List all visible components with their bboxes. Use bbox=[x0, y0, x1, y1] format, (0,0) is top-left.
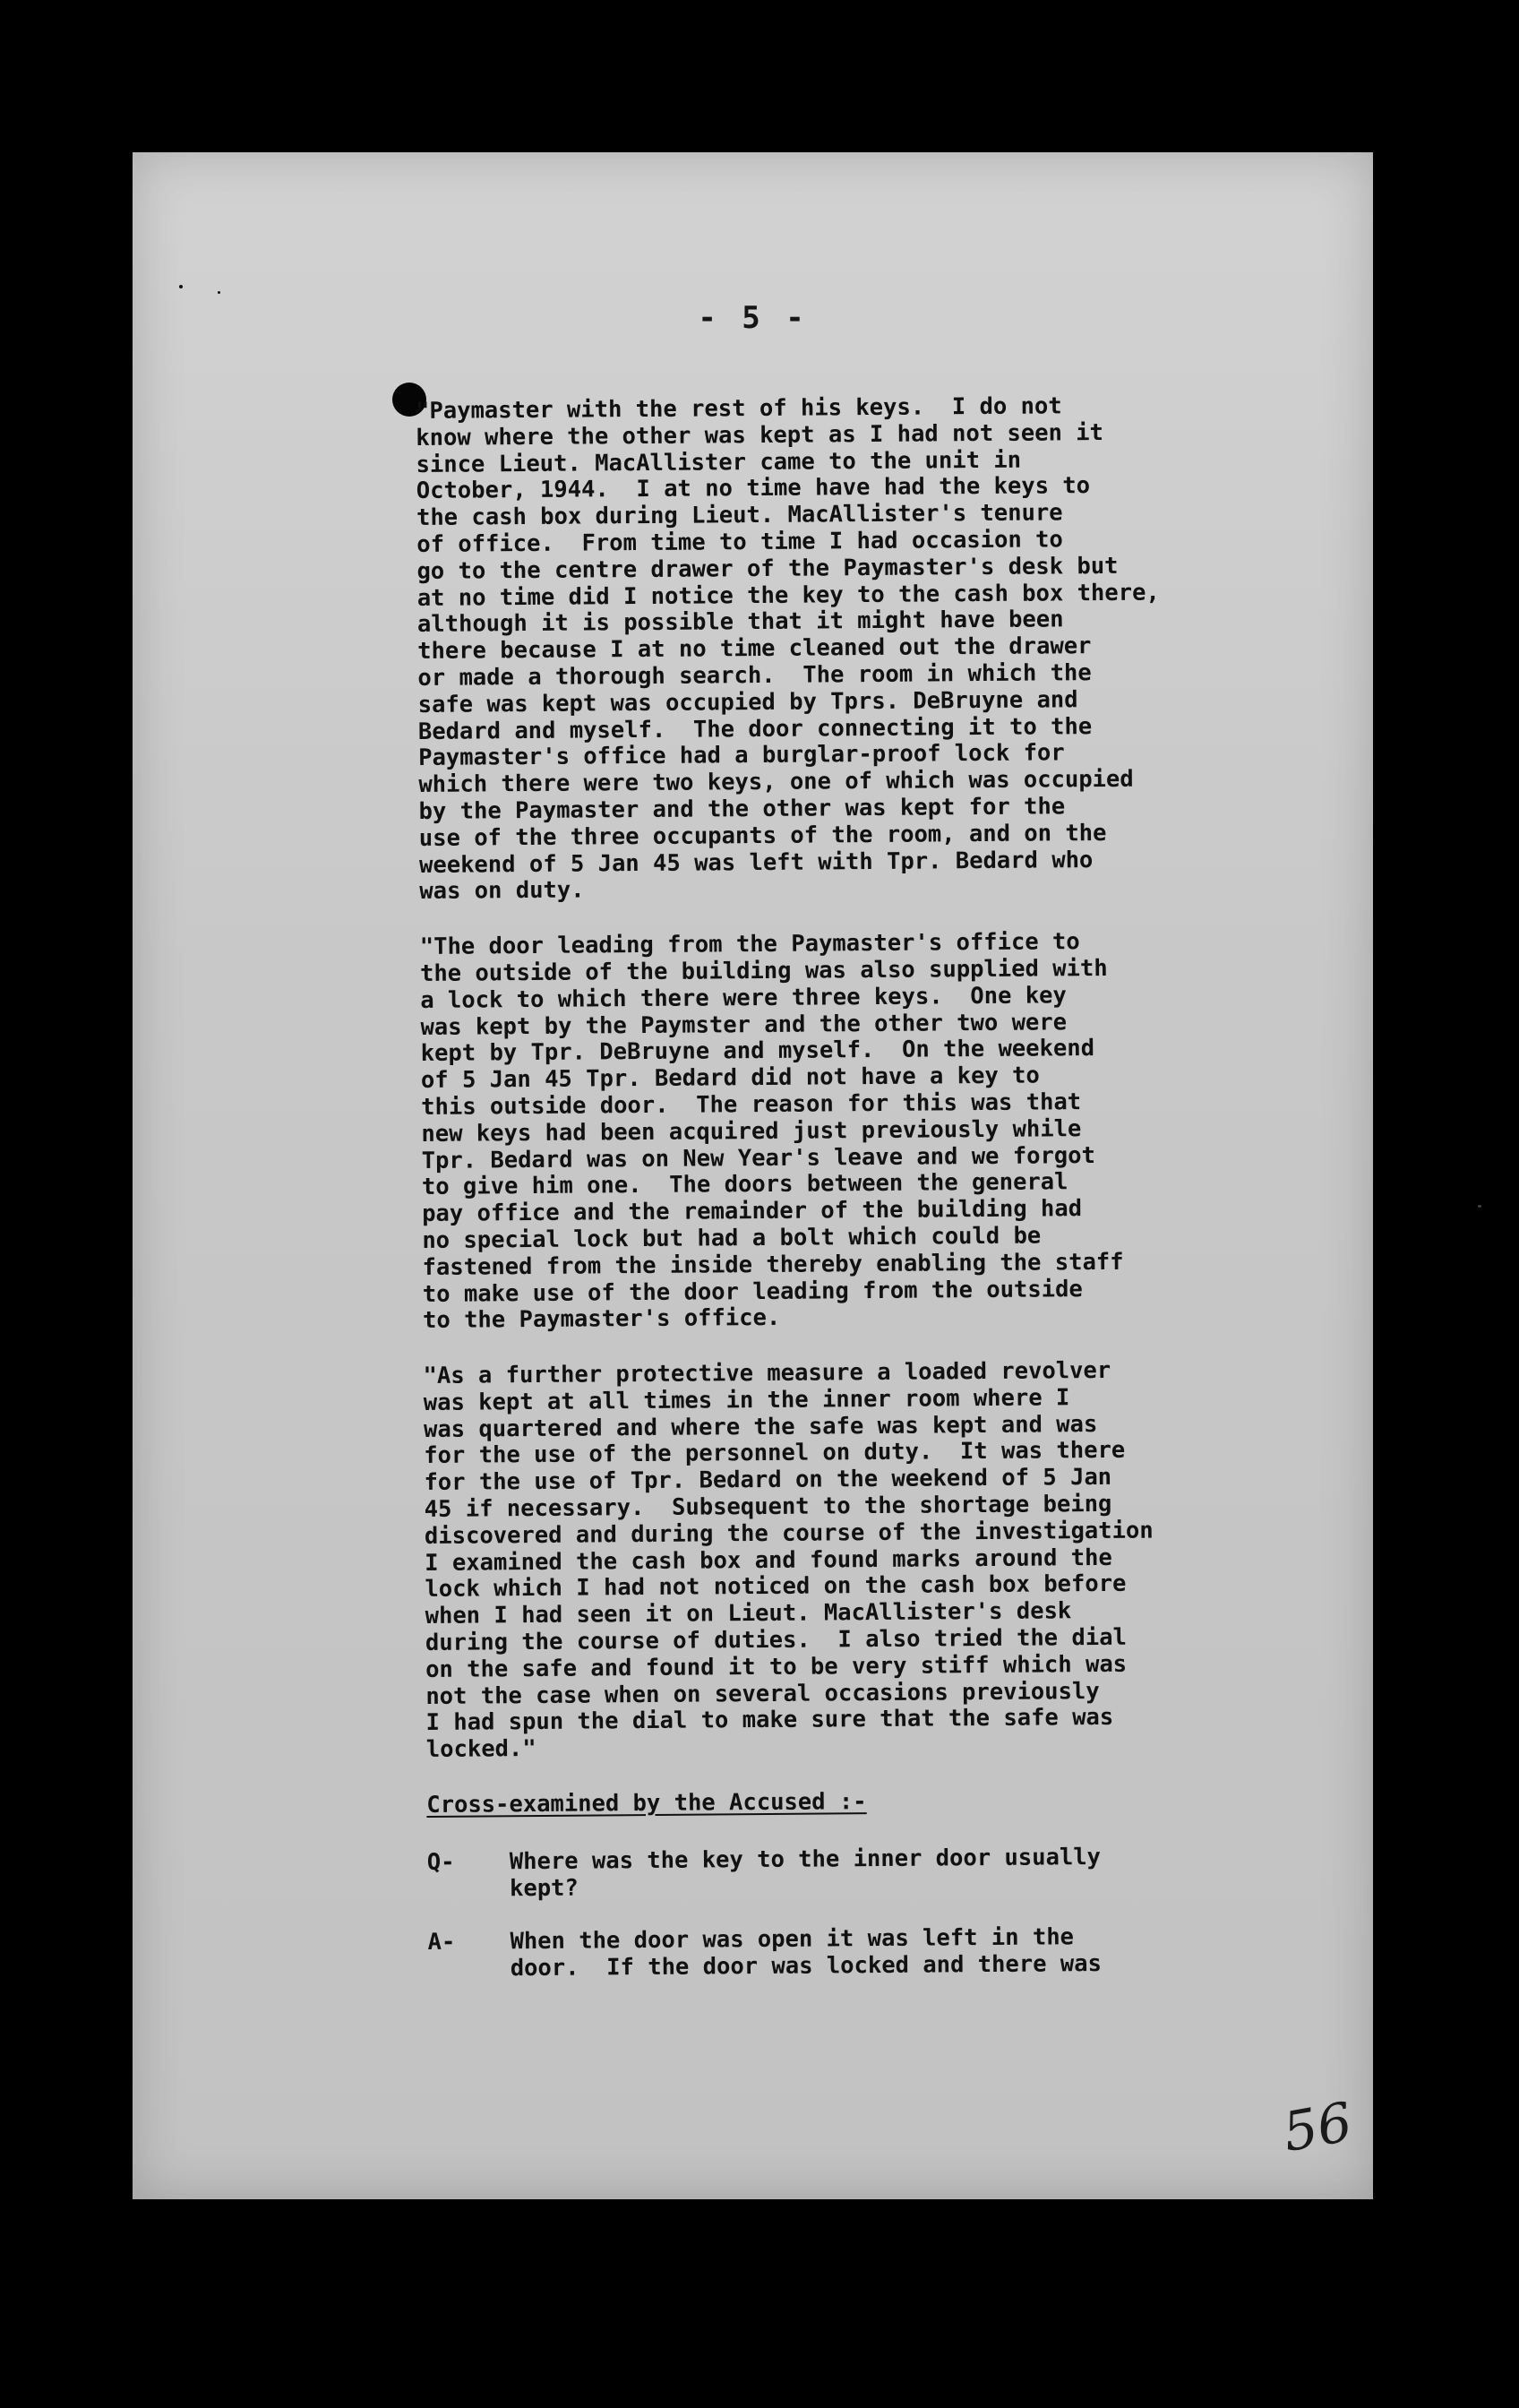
paper-speck bbox=[218, 291, 220, 294]
answer-text: When the door was open it was left in the door. If the door was locked and there was bbox=[510, 1923, 1103, 1982]
scan-speck bbox=[1478, 1205, 1481, 1208]
testimony-paragraph: "The door leading from the Paymaster's office to the outside of the building was also supplied with a lock to which there were three keys. One key was kept by the Paymster and the other two were kept by Tpr. DeBruyne and myself. On the weekend of 5 Jan 45 Tpr. Bedard did not have a key to this outside door. The reason for this was that new keys had been acquired just previously while Tpr. Bedard was on New Year's leave and we forgot to give him one. The doors between the general pay office and the remainder of the building had no special lock but had a bolt which could be fastened from the inside thereby enabling the staff to make use of the door leading from the outside to the Paymaster's office. bbox=[419, 928, 1124, 1335]
answer-label: A- bbox=[427, 1929, 456, 1956]
section-heading: Cross-examined by the Accused :- bbox=[426, 1788, 867, 1819]
question-text: Where was the key to the inner door usually kept? bbox=[509, 1843, 1102, 1902]
answer-entry bbox=[427, 1922, 1377, 1983]
document-page bbox=[133, 152, 1373, 2199]
testimony-paragraph: "As a further protective measure a loaded revolver was kept at all times in the inner room where I was quartered and where the safe was kept and was for the use of the personnel on duty. It was there for the use of Tpr. Bedard on the weekend of 5 Jan 45 if necessary. Subsequent to the shortage being discovered and during the course of the investigation I examined the cash box and found marks around the lock which I had not noticed on the cash box before when I had seen it on Lieut. MacAllister's desk during the course of duties. I also tried the dial on the safe and found it to be very stiff which was not the case when on several occasions previously I had spun the dial to make sure that the safe was locked." bbox=[423, 1357, 1154, 1764]
question-label: Q- bbox=[426, 1848, 455, 1876]
page-number: - 5 - bbox=[698, 300, 808, 336]
question-entry bbox=[427, 1842, 1377, 1903]
document-body bbox=[416, 391, 1377, 2010]
handwritten-folio-number: 56 bbox=[1278, 2090, 1357, 2165]
paper-speck bbox=[179, 285, 183, 288]
testimony-paragraph: "Paymaster with the rest of his keys. I do not know where the other was kept as I had not seen it since Lieut. MacAllister came to the unit in October, 1944. I at no time have had the keys to the cash box during Lieut. MacAllister's tenure of office. From time to time I had occasion to go to the centre drawer of the Paymaster's desk but at no time did I notice the key to the cash box there, although it is possible that it might have been there because I at no time cleaned out the drawer or made a thorough search. The room in which the safe was kept was occupied by Tprs. DeBruyne and Bedard and myself. The door connecting it to the Paymaster's office had a burglar-proof lock for which there were two keys, one of which was occupied by the Paymaster and the other was kept for the use of the three occupants of the room, and on the weekend of 5 Jan 45 was left with Tpr. Bedard who was on duty. bbox=[415, 392, 1160, 906]
